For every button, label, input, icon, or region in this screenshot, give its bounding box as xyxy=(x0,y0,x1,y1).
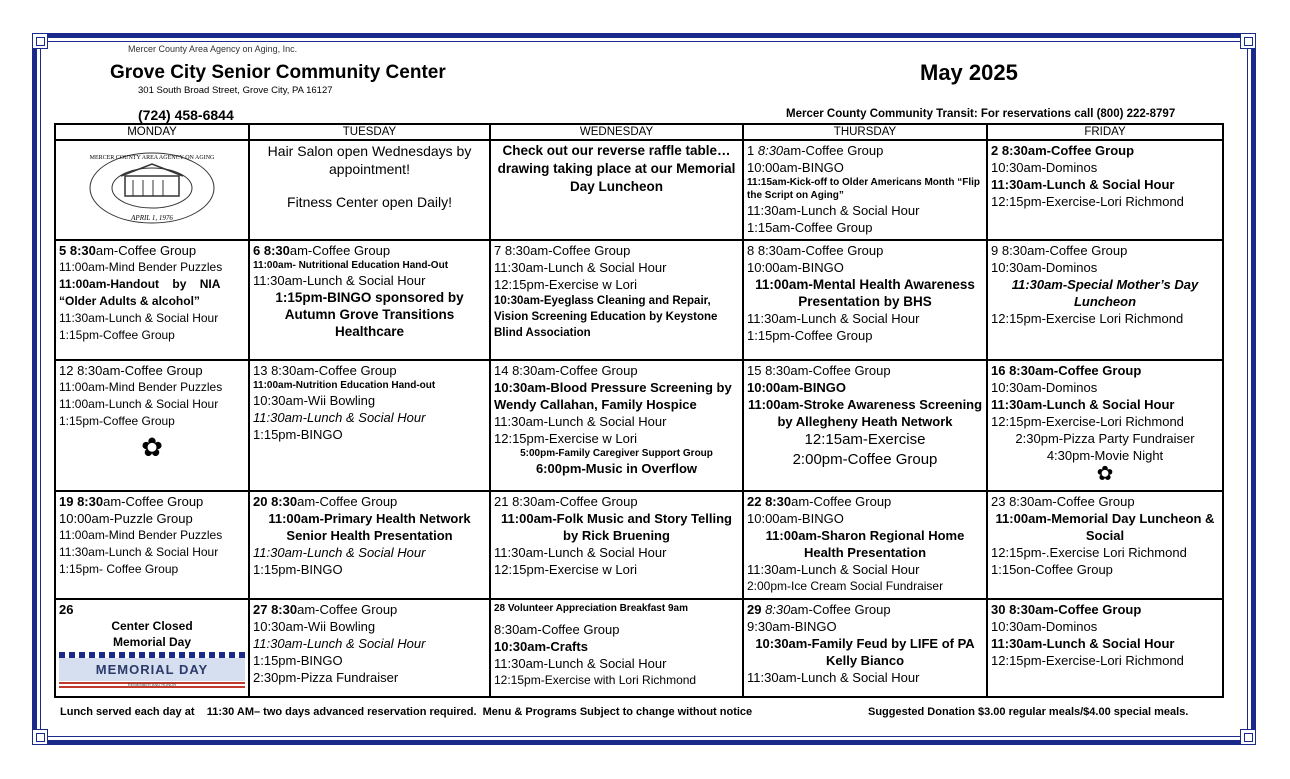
event-line: 11:00am-Mind Bender Puzzles xyxy=(59,260,223,274)
flower-icon: ✿ xyxy=(141,432,163,462)
event-line: 1:15pm-Coffee Group xyxy=(59,328,175,342)
week-row xyxy=(55,599,1223,697)
day-cell xyxy=(55,491,249,599)
event-line: 8:30am-Coffee Group xyxy=(494,622,620,637)
seal-ring-text: MERCER COUNTY AREA AGENCY ON AGING xyxy=(89,155,215,161)
event-line: 10:00am-BINGO xyxy=(747,511,844,526)
day-cell xyxy=(490,140,743,240)
event-line: 10:30am-Dominos xyxy=(991,160,1098,175)
event-line: 11:30am-Lunch & Social Hour xyxy=(747,311,920,326)
day-cell xyxy=(490,491,743,599)
week-row xyxy=(55,140,1223,240)
phone-number: (724) 458-6844 xyxy=(138,107,234,123)
event-line: 10:00am-BINGO xyxy=(747,160,844,175)
week-row xyxy=(55,360,1223,491)
memorial-day-banner xyxy=(59,652,245,688)
corner-ornament xyxy=(32,729,48,745)
agency-seal-logo xyxy=(87,150,217,226)
event-line xyxy=(253,493,486,510)
center-name: Grove City Senior Community Center xyxy=(110,62,446,83)
calendar-table xyxy=(54,123,1224,698)
day-cell xyxy=(987,360,1223,491)
corner-ornament xyxy=(1240,33,1256,49)
day-cell xyxy=(987,599,1223,697)
event-notice: Check out our reverse raffle table…drawing taking place at our Memorial Day Luncheon xyxy=(497,143,736,194)
event-text: am-Coffee Group xyxy=(297,602,398,617)
event-line: 11:30am-Lunch & Social Hour xyxy=(494,656,667,671)
event-line: 8 8:30am-Coffee Group xyxy=(747,243,884,258)
day-number: 1 xyxy=(747,143,755,158)
event-line xyxy=(253,601,486,618)
event-line: 10:00am-Puzzle Group xyxy=(59,511,193,526)
day-cell xyxy=(249,140,490,240)
event-line: 11:00am-Folk Music and Story Telling by Rick Bruening xyxy=(501,511,732,543)
event-line: 11:00am-Mental Health Awareness Presentation by BHS xyxy=(755,277,975,309)
day-cell xyxy=(987,491,1223,599)
event-line: 23 8:30am-Coffee Group xyxy=(991,494,1135,509)
event-text: am-Coffee Group xyxy=(103,494,204,509)
footer-donation-note: Suggested Donation $3.00 regular meals/$4.00 special meals. xyxy=(868,706,1189,718)
corner-ornament xyxy=(32,33,48,49)
day-header-monday: MONDAY xyxy=(55,124,249,140)
event-line: 11:00am-Nutrition Education Hand-out xyxy=(253,380,436,391)
event-text: am-Coffee Group xyxy=(289,243,391,258)
day-cell xyxy=(743,140,987,240)
event-line: 15 8:30am-Coffee Group xyxy=(747,363,891,378)
event-line: 7 8:30am-Coffee Group xyxy=(494,243,631,258)
day-cell xyxy=(55,140,249,240)
event-line: 12:15pm-Exercise-Lori Richmond xyxy=(991,414,1184,429)
event-line: 11:00am-Stroke Awareness Screening by Allegheny Heath Network xyxy=(747,397,983,429)
transit-info: Mercer County Community Transit: For reservations call (800) 222-8797 xyxy=(786,108,1176,120)
event-line: 12:15pm-Exercise w Lori xyxy=(494,562,638,577)
day-cell xyxy=(249,599,490,697)
weekday-header-row xyxy=(55,124,1223,140)
day-cell xyxy=(987,140,1223,240)
month-title: May 2025 xyxy=(920,60,1018,85)
event-line: 1:15pm-Coffee Group xyxy=(59,414,175,428)
day-cell xyxy=(55,240,249,360)
day-number: 5 8:30 xyxy=(59,243,96,258)
day-number: 27 8:30 xyxy=(253,602,298,617)
day-number: 6 8:30 xyxy=(253,243,290,258)
event-line: 1:15pm- Coffee Group xyxy=(59,562,179,576)
day-cell xyxy=(55,360,249,491)
event-line: 10:30am-Family Feud by LIFE of PA Kelly Bianco xyxy=(755,636,975,668)
event-time: 8:30 xyxy=(757,143,784,158)
event-line: 12:15pm-Exercise-Lori Richmond xyxy=(991,653,1184,668)
event-text: am-Coffee Group xyxy=(791,494,892,509)
event-line xyxy=(747,142,983,159)
event-line: 11:00am-Primary Health Network Senior Health Presentation xyxy=(268,511,471,543)
day-cell xyxy=(490,360,743,491)
event-line: 11:30am-Lunch & Social Hour xyxy=(494,545,667,560)
day-header-thursday: THURSDAY xyxy=(743,124,987,140)
event-line: 10:30am-Eyeglass Cleaning and Repair, Vision Screening Education by Keystone Blind Association xyxy=(494,295,718,339)
day-cell xyxy=(743,240,987,360)
event-text: am-Coffee Group xyxy=(790,602,891,617)
event-line: 12:15pm-Exercise Lori Richmond xyxy=(991,311,1184,326)
event-line: 12:15am-Exercise xyxy=(804,431,926,448)
event-line xyxy=(59,493,245,510)
event-line: 10:30am-Blood Pressure Screening by Wendy Callahan, Family Hospice xyxy=(494,380,732,412)
day-cell xyxy=(743,491,987,599)
event-time: 8:30 xyxy=(765,602,791,617)
event-line: 12:15pm-Exercise with Lori Richmond xyxy=(494,673,697,687)
event-line: 11:30am-Lunch & Social Hour xyxy=(253,545,426,560)
day-cell xyxy=(743,599,987,697)
event-notice: Hair Salon open Wednesdays by appointment! xyxy=(267,143,472,177)
event-line: 1:15pm-BINGO xyxy=(253,653,343,668)
event-line: 11:30am-Lunch & Social Hour xyxy=(991,177,1175,192)
event-line: 6:00pm-Music in Overflow xyxy=(535,461,698,476)
seal-date-text: APRIL 1, 1976 xyxy=(131,214,173,222)
banner-stars xyxy=(59,652,245,658)
day-cell xyxy=(490,240,743,360)
event-line: 5:00pm-Family Caregiver Support Group xyxy=(520,448,713,459)
event-text: am-Coffee Group xyxy=(783,143,884,158)
event-line: 2:30pm-Pizza Party Fundraiser xyxy=(1015,431,1195,446)
event-line: 11:15am-Kick-off to Older Americans Month “Flip the Script on Aging” xyxy=(747,177,981,201)
day-cell xyxy=(249,491,490,599)
event-line: 11:00am- Nutritional Education Hand-Out xyxy=(253,260,449,271)
event-line: 2:00pm-Coffee Group xyxy=(792,451,938,468)
event-line: “Older Adults & alcohol” xyxy=(59,294,200,308)
day-header-wednesday: WEDNESDAY xyxy=(490,124,743,140)
footer-lunch-note: Lunch served each day at 11:30 AM– two days advanced reservation required. Menu & Programs Subject to change without notice xyxy=(60,706,753,718)
event-line: 10:30am-Crafts xyxy=(494,639,588,654)
corner-ornament xyxy=(1240,729,1256,745)
flower-icon: ✿ xyxy=(1096,463,1114,485)
day-cell xyxy=(743,360,987,491)
banner-text: MEMORIAL DAY xyxy=(95,662,209,677)
event-line: 1:15pm-Coffee Group xyxy=(747,328,873,343)
event-line: 1:15pm-BINGO sponsored by Autumn Grove Transitions Healthcare xyxy=(275,290,464,339)
day-cell xyxy=(249,240,490,360)
event-line: 11:00am-Mind Bender Puzzles xyxy=(59,528,223,542)
event-line: 30 8:30am-Coffee Group xyxy=(991,602,1142,617)
event-line: 1:15on-Coffee Group xyxy=(991,562,1113,577)
event-line: 11:30am-Lunch & Social Hour xyxy=(747,670,920,685)
closure-notice: Center Closed xyxy=(111,619,193,633)
event-line: 4:30pm-Movie Night xyxy=(1046,448,1164,463)
event-line: 1:15pm-BINGO xyxy=(253,562,343,577)
center-address: 301 South Broad Street, Grove City, PA 16127 xyxy=(138,85,333,96)
event-line: 10:30am-Dominos xyxy=(991,380,1098,395)
event-line: 9:30am-BINGO xyxy=(747,619,837,634)
event-line: 10:30am-Dominos xyxy=(991,619,1098,634)
event-line: 1:15pm-BINGO xyxy=(253,427,343,442)
event-line: 12:15pm-Exercise w Lori xyxy=(494,277,638,292)
event-line: 12:15pm-.Exercise Lori Richmond xyxy=(991,545,1187,560)
event-line: 12 8:30am-Coffee Group xyxy=(59,363,203,378)
event-line: 11:30am-Lunch & Social Hour xyxy=(253,636,426,651)
event-text: am-Coffee Group xyxy=(95,243,197,258)
event-line: 11:30am-Lunch & Social Hour xyxy=(59,545,219,559)
day-number: 26 xyxy=(59,602,74,617)
event-line: 11:30am-Lunch & Social Hour xyxy=(747,562,920,577)
event-line: 11:30am-Lunch & Social Hour xyxy=(494,414,667,429)
event-line: 12:15pm-Exercise w Lori xyxy=(494,431,638,446)
event-line: 11:00am-Lunch & Social Hour xyxy=(59,397,219,411)
event-line: 9 8:30am-Coffee Group xyxy=(991,243,1128,258)
closure-notice: Memorial Day xyxy=(112,635,192,649)
day-header-tuesday: TUESDAY xyxy=(249,124,490,140)
agency-name: Mercer County Area Agency on Aging, Inc. xyxy=(128,44,298,54)
event-line: 11:30am-Lunch & Social Hour xyxy=(59,311,219,325)
event-line: 2:00pm-Ice Cream Social Fundraiser xyxy=(747,579,944,593)
event-line: 11:00am-Sharon Regional Home Health Presentation xyxy=(765,528,965,560)
event-line: 11:30am-Lunch & Social Hour xyxy=(253,410,426,425)
week-row xyxy=(55,240,1223,360)
event-line: 13 8:30am-Coffee Group xyxy=(253,363,397,378)
event-line: 11:00am-Handout by NIA xyxy=(59,277,221,291)
event-line: 1:15am-Coffee Group xyxy=(747,220,873,235)
event-line: 10:30am-Wii Bowling xyxy=(253,393,376,408)
event-line: 28 Volunteer Appreciation Breakfast 9am xyxy=(494,603,688,614)
event-notice: Fitness Center open Daily! xyxy=(287,194,452,210)
event-line xyxy=(59,242,245,259)
day-cell xyxy=(55,599,249,697)
event-line: 11:30am-Lunch & Social Hour xyxy=(991,636,1175,651)
week-row xyxy=(55,491,1223,599)
event-line: 11:00am-Memorial Day Luncheon & Social xyxy=(995,511,1215,543)
event-line xyxy=(253,242,486,259)
event-line: 11:30am-Lunch & Social Hour xyxy=(253,273,426,288)
event-line: 11:30am-Lunch & Social Hour xyxy=(991,397,1175,412)
day-number: 22 8:30 xyxy=(747,494,792,509)
event-line: 2:30pm-Pizza Fundraiser xyxy=(253,670,399,685)
event-line: 10:30am-Dominos xyxy=(991,260,1098,275)
event-line: 11:30am-Lunch & Social Hour xyxy=(494,260,667,275)
day-header-friday: FRIDAY xyxy=(987,124,1223,140)
day-number: 29 xyxy=(747,602,766,617)
event-line: 14 8:30am-Coffee Group xyxy=(494,363,638,378)
event-line: 10:30am-Wii Bowling xyxy=(253,619,376,634)
day-number: 19 8:30 xyxy=(59,494,104,509)
event-line: 10:00am-BINGO xyxy=(747,260,844,275)
banner-subtext: REMEMBER AND HONOR xyxy=(127,682,177,687)
day-number: 20 8:30 xyxy=(253,494,298,509)
day-cell xyxy=(987,240,1223,360)
event-line: 11:30am-Lunch & Social Hour xyxy=(747,203,920,218)
event-line xyxy=(747,493,983,510)
day-cell xyxy=(490,599,743,697)
event-line: 2 8:30am-Coffee Group xyxy=(991,143,1135,158)
event-line: 10:00am-BINGO xyxy=(747,380,846,395)
event-line: 21 8:30am-Coffee Group xyxy=(494,494,638,509)
day-cell xyxy=(249,360,490,491)
event-text: am-Coffee Group xyxy=(297,494,398,509)
event-line: 12:15pm-Exercise-Lori Richmond xyxy=(991,194,1184,209)
event-line: 11:30am-Special Mother’s Day Luncheon xyxy=(1011,277,1199,309)
event-line xyxy=(747,601,983,618)
event-line: 16 8:30am-Coffee Group xyxy=(991,363,1142,378)
event-line: 11:00am-Mind Bender Puzzles xyxy=(59,380,223,394)
